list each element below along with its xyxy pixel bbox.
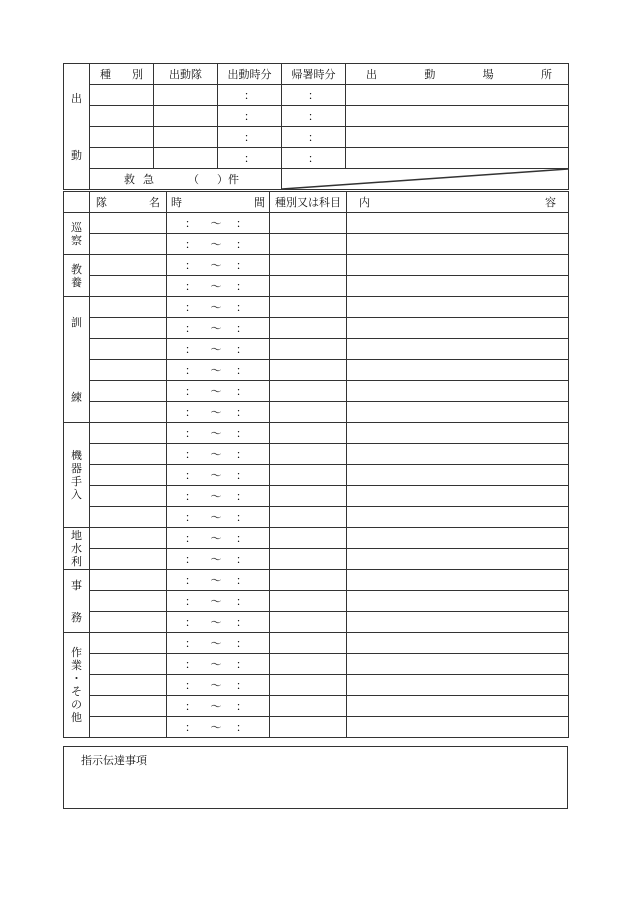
activity-type-cell[interactable] [270, 423, 347, 444]
time-end-colon: ： [236, 448, 247, 461]
activity-group-label [64, 570, 90, 633]
header-content-char: 内 [359, 196, 370, 209]
activity-unit-cell[interactable] [90, 675, 167, 696]
depart-time-cell[interactable]: ： [218, 106, 282, 127]
header-type-char: 種 [100, 68, 111, 81]
activity-group-label [64, 255, 90, 297]
return-time-cell[interactable]: ： [282, 85, 346, 106]
dispatch-row [64, 148, 569, 169]
activity-time-cell[interactable] [167, 339, 270, 360]
activity-time-cell[interactable] [167, 486, 270, 507]
dispatch-row [64, 127, 569, 148]
time-start-colon: ： [185, 448, 196, 461]
activity-type-cell[interactable] [270, 339, 347, 360]
time-start-colon: ： [185, 343, 196, 356]
time-end-colon: ： [236, 301, 247, 314]
dispatch-type-cell[interactable] [90, 106, 154, 127]
activity-group-label [64, 633, 90, 738]
group-label-char: 作 [71, 646, 82, 659]
ambulance-count-cell[interactable] [90, 169, 282, 190]
activity-row [64, 507, 569, 528]
activity-row [64, 234, 569, 255]
activity-time-cell[interactable] [167, 360, 270, 381]
activity-time-cell[interactable] [167, 423, 270, 444]
time-tilde: 〜 [210, 406, 222, 419]
header-depart-time: 出動時分 [218, 64, 282, 85]
dispatch-row [64, 85, 569, 106]
time-tilde: 〜 [210, 364, 222, 377]
activity-time-cell[interactable] [167, 528, 270, 549]
activity-row [64, 696, 569, 717]
time-start-colon: ： [185, 406, 196, 419]
activity-row [64, 423, 569, 444]
activity-unit-cell[interactable] [90, 654, 167, 675]
group-label-char: 利 [71, 555, 82, 568]
activity-unit-cell[interactable] [90, 549, 167, 570]
activity-row [64, 465, 569, 486]
dispatch-row [64, 106, 569, 127]
activity-content-cell[interactable] [347, 234, 569, 255]
time-tilde: 〜 [210, 322, 222, 335]
time-start-colon: ： [185, 364, 196, 377]
activity-content-cell[interactable] [347, 402, 569, 423]
ambulance-open-paren: （ [188, 173, 199, 186]
header-time-char: 時 [171, 196, 182, 209]
time-start-colon: ： [185, 469, 196, 482]
activity-type-cell[interactable] [270, 360, 347, 381]
activity-time-cell[interactable] [167, 612, 270, 633]
activity-row [64, 591, 569, 612]
time-end-colon: ： [236, 238, 247, 251]
activity-group-label [64, 528, 90, 570]
activity-row [64, 276, 569, 297]
time-tilde: 〜 [210, 448, 222, 461]
activity-unit-cell[interactable] [90, 717, 167, 738]
activity-unit-cell[interactable] [90, 696, 167, 717]
activity-unit-cell[interactable] [90, 591, 167, 612]
activity-time-cell[interactable] [167, 381, 270, 402]
activity-unit-cell[interactable] [90, 444, 167, 465]
time-start-colon: ： [185, 616, 196, 629]
time-start-colon: ： [185, 700, 196, 713]
time-end-colon: ： [236, 616, 247, 629]
activity-unit-cell[interactable] [90, 339, 167, 360]
ambulance-close-paren: ） [217, 173, 228, 186]
time-tilde: 〜 [210, 658, 222, 671]
depart-time-cell[interactable]: ： [218, 148, 282, 169]
activity-time-cell[interactable] [167, 402, 270, 423]
dispatch-unit-cell[interactable] [154, 127, 218, 148]
time-tilde: 〜 [210, 238, 222, 251]
time-start-colon: ： [185, 595, 196, 608]
group-label-char: そ [71, 685, 82, 698]
activity-group-label [64, 297, 90, 423]
time-tilde: 〜 [210, 490, 222, 503]
time-tilde: 〜 [210, 280, 222, 293]
time-end-colon: ： [236, 427, 247, 440]
header-location [346, 64, 569, 85]
group-label-char: 業 [71, 659, 82, 672]
time-start-colon: ： [185, 637, 196, 650]
dispatch-location-cell[interactable] [346, 127, 569, 148]
group-label-char: 養 [71, 275, 82, 289]
group-label-char: 他 [71, 711, 82, 724]
activity-time-cell[interactable] [167, 234, 270, 255]
time-tilde: 〜 [210, 679, 222, 692]
activity-type-cell[interactable] [270, 507, 347, 528]
activity-type-cell[interactable] [270, 696, 347, 717]
dispatch-type-cell[interactable] [90, 148, 154, 169]
header-location-char: 場 [482, 68, 494, 81]
time-start-colon: ： [185, 385, 196, 398]
time-start-colon: ： [185, 721, 196, 734]
time-tilde: 〜 [210, 553, 222, 566]
time-tilde: 〜 [210, 574, 222, 587]
time-end-colon: ： [236, 637, 247, 650]
ambulance-blank-cell [282, 169, 569, 190]
activity-type-cell[interactable] [270, 633, 347, 654]
activity-time-cell[interactable] [167, 549, 270, 570]
activity-row [64, 213, 569, 234]
activity-row [64, 381, 569, 402]
time-end-colon: ： [236, 280, 247, 293]
activity-row [64, 486, 569, 507]
activity-unit-cell[interactable] [90, 360, 167, 381]
activity-type-cell[interactable] [270, 402, 347, 423]
activity-content-cell[interactable] [347, 465, 569, 486]
activity-row [64, 570, 569, 591]
dispatch-location-cell[interactable] [346, 106, 569, 127]
group-label-char: 器 [71, 462, 82, 475]
time-tilde: 〜 [210, 700, 222, 713]
header-type-subject: 種別又は科目 [270, 192, 347, 213]
ambulance-unit: 件 [228, 173, 239, 186]
group-label-char: 地 [71, 529, 82, 542]
header-unit-name-char: 名 [149, 196, 160, 209]
time-start-colon: ： [185, 658, 196, 671]
activity-content-cell[interactable] [347, 591, 569, 612]
activity-type-cell[interactable] [270, 213, 347, 234]
activity-row [64, 654, 569, 675]
activity-time-cell[interactable] [167, 255, 270, 276]
activity-row [64, 297, 569, 318]
activity-unit-cell[interactable] [90, 318, 167, 339]
header-location-char: 出 [366, 68, 377, 81]
activity-header-row [64, 192, 569, 213]
activity-group-label [64, 423, 90, 528]
activity-time-cell[interactable] [167, 591, 270, 612]
activity-unit-cell[interactable] [90, 234, 167, 255]
activity-time-cell[interactable] [167, 213, 270, 234]
time-end-colon: ： [236, 679, 247, 692]
time-tilde: 〜 [210, 595, 222, 608]
header-unit: 出動隊 [154, 64, 218, 85]
activity-content-cell[interactable] [347, 675, 569, 696]
activity-row [64, 717, 569, 738]
time-end-colon: ： [236, 364, 247, 377]
activity-content-cell[interactable] [347, 528, 569, 549]
diagonal-line [282, 169, 568, 189]
activity-unit-cell[interactable] [90, 213, 167, 234]
header-type [90, 64, 154, 85]
activity-content-cell[interactable] [347, 255, 569, 276]
time-start-colon: ： [185, 427, 196, 440]
time-start-colon: ： [185, 217, 196, 230]
time-start-colon: ： [185, 280, 196, 293]
dispatch-location-cell[interactable] [346, 85, 569, 106]
group-label-char: 機 [71, 449, 82, 462]
time-start-colon: ： [185, 511, 196, 524]
time-start-colon: ： [185, 532, 196, 545]
time-tilde: 〜 [210, 301, 222, 314]
activity-content-cell[interactable] [347, 318, 569, 339]
header-location-char: 所 [540, 68, 552, 81]
activity-content-cell[interactable] [347, 486, 569, 507]
activity-group-label [64, 213, 90, 255]
activity-content-cell[interactable] [347, 381, 569, 402]
activity-time-cell[interactable] [167, 675, 270, 696]
activity-content-cell[interactable] [347, 213, 569, 234]
activity-row [64, 528, 569, 549]
time-tilde: 〜 [210, 343, 222, 356]
activity-type-cell[interactable] [270, 570, 347, 591]
instructions-box[interactable] [63, 746, 568, 809]
return-time-cell[interactable]: ： [282, 148, 346, 169]
time-tilde: 〜 [210, 259, 222, 272]
activity-table [63, 191, 569, 738]
activity-unit-cell[interactable] [90, 570, 167, 591]
header-time [167, 192, 270, 213]
dispatch-unit-cell[interactable] [154, 106, 218, 127]
time-tilde: 〜 [210, 637, 222, 650]
ambulance-label: 救急 [124, 173, 162, 186]
time-end-colon: ： [236, 553, 247, 566]
activity-unit-cell[interactable] [90, 528, 167, 549]
dispatch-type-cell[interactable] [90, 85, 154, 106]
group-label-char: の [71, 698, 82, 711]
activity-row [64, 402, 569, 423]
time-tilde: 〜 [210, 616, 222, 629]
activity-unit-cell[interactable] [90, 465, 167, 486]
time-end-colon: ： [236, 595, 247, 608]
header-time-char: 間 [254, 196, 265, 209]
header-unit-name-char: 隊 [96, 196, 107, 209]
time-end-colon: ： [236, 406, 247, 419]
activity-time-cell[interactable] [167, 444, 270, 465]
activity-type-cell[interactable] [270, 549, 347, 570]
activity-unit-cell[interactable] [90, 276, 167, 297]
activity-type-cell[interactable] [270, 318, 347, 339]
activity-content-cell[interactable] [347, 339, 569, 360]
activity-unit-cell[interactable] [90, 402, 167, 423]
activity-content-cell[interactable] [347, 549, 569, 570]
time-end-colon: ： [236, 490, 247, 503]
dispatch-table [63, 63, 569, 190]
activity-type-cell[interactable] [270, 465, 347, 486]
activity-content-cell[interactable] [347, 612, 569, 633]
group-label-char: 水 [71, 542, 82, 555]
time-end-colon: ： [236, 385, 247, 398]
header-content-char: 容 [545, 196, 556, 209]
activity-content-cell[interactable] [347, 360, 569, 381]
instructions-label: 指示伝達事項 [81, 754, 147, 767]
time-tilde: 〜 [210, 427, 222, 440]
activity-unit-cell[interactable] [90, 255, 167, 276]
time-end-colon: ： [236, 217, 247, 230]
activity-type-cell[interactable] [270, 612, 347, 633]
group-label-char: 巡 [71, 220, 82, 234]
time-end-colon: ： [236, 259, 247, 272]
activity-content-cell[interactable] [347, 633, 569, 654]
activity-type-cell[interactable] [270, 276, 347, 297]
activity-time-cell[interactable] [167, 570, 270, 591]
dispatch-unit-cell[interactable] [154, 148, 218, 169]
dispatch-type-cell[interactable] [90, 127, 154, 148]
activity-content-cell[interactable] [347, 696, 569, 717]
group-label-char: ・ [71, 672, 82, 685]
group-label-char: 練 [71, 390, 82, 404]
activity-unit-cell[interactable] [90, 423, 167, 444]
activity-content-cell[interactable] [347, 717, 569, 738]
time-start-colon: ： [185, 259, 196, 272]
activity-type-cell[interactable] [270, 255, 347, 276]
depart-time-cell[interactable]: ： [218, 127, 282, 148]
time-tilde: 〜 [210, 721, 222, 734]
activity-type-cell[interactable] [270, 528, 347, 549]
time-end-colon: ： [236, 343, 247, 356]
activity-time-cell[interactable] [167, 507, 270, 528]
time-end-colon: ： [236, 574, 247, 587]
activity-content-cell[interactable] [347, 570, 569, 591]
header-content [347, 192, 569, 213]
activity-content-cell[interactable] [347, 507, 569, 528]
time-tilde: 〜 [210, 511, 222, 524]
time-start-colon: ： [185, 490, 196, 503]
time-end-colon: ： [236, 658, 247, 671]
dispatch-header-row [64, 64, 569, 85]
dispatch-location-cell[interactable] [346, 148, 569, 169]
group-label-char: 教 [71, 262, 82, 276]
activity-type-cell[interactable] [270, 654, 347, 675]
time-end-colon: ： [236, 700, 247, 713]
activity-time-cell[interactable] [167, 465, 270, 486]
activity-content-cell[interactable] [347, 276, 569, 297]
activity-type-cell[interactable] [270, 444, 347, 465]
activity-row [64, 549, 569, 570]
activity-time-cell[interactable] [167, 297, 270, 318]
dispatch-section-label [64, 64, 90, 190]
group-label-char: 入 [71, 488, 82, 501]
activity-content-cell[interactable] [347, 423, 569, 444]
time-end-colon: ： [236, 532, 247, 545]
time-tilde: 〜 [210, 385, 222, 398]
time-end-colon: ： [236, 511, 247, 524]
activity-unit-cell[interactable] [90, 297, 167, 318]
activity-time-cell[interactable] [167, 633, 270, 654]
activity-type-cell[interactable] [270, 717, 347, 738]
activity-time-cell[interactable] [167, 717, 270, 738]
activity-content-cell[interactable] [347, 444, 569, 465]
time-start-colon: ： [185, 322, 196, 335]
group-label-char: 務 [71, 610, 82, 624]
activity-unit-cell[interactable] [90, 381, 167, 402]
activity-time-cell[interactable] [167, 276, 270, 297]
activity-row [64, 633, 569, 654]
time-start-colon: ： [185, 574, 196, 587]
activity-type-cell[interactable] [270, 297, 347, 318]
activity-time-cell[interactable] [167, 318, 270, 339]
activity-type-cell[interactable] [270, 381, 347, 402]
header-return-time: 帰署時分 [282, 64, 346, 85]
activity-unit-cell[interactable] [90, 507, 167, 528]
activity-unit-cell[interactable] [90, 612, 167, 633]
return-time-cell[interactable]: ： [282, 127, 346, 148]
time-start-colon: ： [185, 553, 196, 566]
activity-row [64, 360, 569, 381]
activity-row [64, 675, 569, 696]
activity-type-cell[interactable] [270, 591, 347, 612]
header-unit-name [90, 192, 167, 213]
activity-row [64, 339, 569, 360]
time-end-colon: ： [236, 721, 247, 734]
activity-corner-cell [64, 192, 90, 213]
activity-row [64, 444, 569, 465]
dispatch-label-top: 出 [71, 91, 82, 105]
group-label-char: 訓 [71, 315, 82, 329]
activity-unit-cell[interactable] [90, 633, 167, 654]
time-start-colon: ： [185, 679, 196, 692]
group-label-char: 察 [71, 233, 82, 247]
header-type-char: 別 [132, 68, 143, 81]
time-end-colon: ： [236, 322, 247, 335]
time-start-colon: ： [185, 238, 196, 251]
dispatch-label-bottom: 動 [71, 148, 82, 162]
ambulance-row [64, 169, 569, 190]
return-time-cell[interactable]: ： [282, 106, 346, 127]
activity-time-cell[interactable] [167, 654, 270, 675]
activity-row [64, 255, 569, 276]
depart-time-cell[interactable]: ： [218, 85, 282, 106]
activity-type-cell[interactable] [270, 486, 347, 507]
activity-content-cell[interactable] [347, 654, 569, 675]
activity-content-cell[interactable] [347, 297, 569, 318]
group-label-char: 手 [71, 475, 82, 488]
activity-time-cell[interactable] [167, 696, 270, 717]
activity-unit-cell[interactable] [90, 486, 167, 507]
group-label-char: 事 [71, 578, 82, 592]
time-tilde: 〜 [210, 532, 222, 545]
activity-row [64, 318, 569, 339]
dispatch-unit-cell[interactable] [154, 85, 218, 106]
activity-row [64, 612, 569, 633]
time-start-colon: ： [185, 301, 196, 314]
time-tilde: 〜 [210, 217, 222, 230]
time-tilde: 〜 [210, 469, 222, 482]
time-end-colon: ： [236, 469, 247, 482]
header-location-char: 動 [424, 68, 436, 81]
activity-type-cell[interactable] [270, 675, 347, 696]
activity-type-cell[interactable] [270, 234, 347, 255]
